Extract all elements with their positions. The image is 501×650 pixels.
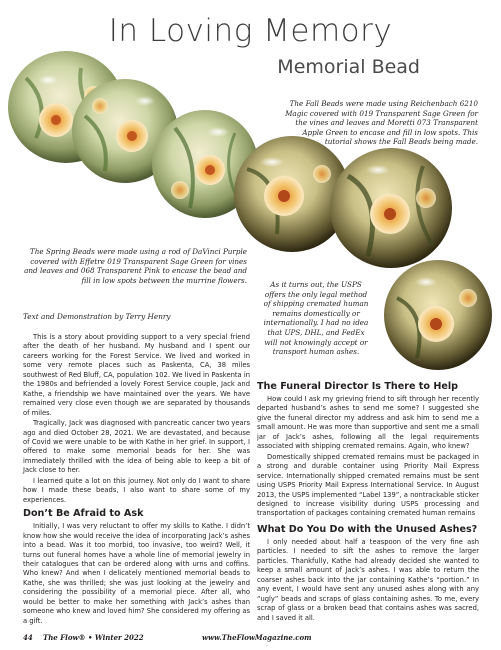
spring-beads-caption: The Spring Beads were made using a rod of DaVinci Purple covered with Effetre 019 Transparent Sage Green for vines and leaves and 068 Transparent Pink to encase the bead and fill in low spots between the murrine flowers. [24,247,247,285]
paragraph: Domestically shipped cremated remains must be packaged in a strong and durable container using Priority Mail Express service. Internationally shipped cremated remains must be sent using USPS Priority Mail Express International Service. In August 2013, the USPS implemented “Label 139”, a nontrackable sticker designed to increase visibility during USPS processing and transportation of packages containing cremated human remains [257,452,479,518]
fall-bead-image [382,258,494,372]
paragraph: I only needed about half a teaspoon of the very fine ash particles. I needed to sift the ashes to remove the larger particles. Thankfully, Kathe had already decided she wanted to keep a small amount of Jack’s ashes. I was able to return the coarser ashes back into the jar containing Kathe’s “portion.” In any event, I would have sent any unused ashes along with any “ugly” beads and scraps of glass containing ashes. To me, every scrap of glass or a broken bead that contains ashes was sacred, and I saved it all. [257,537,479,622]
paragraph: Initially, I was very reluctant to offer my skills to Kathe. I didn’t know how she would receive the idea of incorporating Jack’s ashes into a bead. Was it too morbid, too invasive, too weird? Well, it turns out funeral homes have a whole line of memorial jewelry in their catalogues that can be ordered along with urns and coffins. Who knew? And when I delicately mentioned memorial beads to Kathe, she was thrilled; she was just looking at the jewelry and considering the possibility of a memorial piece. After all, who would be better to make her something with Jack’s ashes than someone who knew and loved him? She considered my offering as a gift. [23,522,250,625]
page-number: 44 [23,633,33,642]
publication-name: The Flow® • Winter 2022 [43,633,144,642]
usps-sidebar-caption: As it turns out, the USPS offers the only legal method of shipping cremated human remains domestically or internationally. I had no idea that UPS, DHL, and FedEx will not knowingly accept or transport human ashes. [263,280,369,357]
paragraph: This is a story about providing support to a very special friend after the death of her husband. My husband and I spent our careers working for the Forest Service. We lived and worked in some very remote places such as Paskenta, CA, 38 miles southwest of Red Bluff, CA, population 102. We lived in Paskenta in the 1980s and befriended a lovely Forest Service couple, Jack and Kathe, a friendship we have maintained over the years. We have remained very close even though we are separated by thousands of miles. [23,333,250,417]
fall-bead-image [328,146,454,270]
paragraph: I learned quite a lot on this journey. Not only do I want to share how I made these beads, I also want to share some of my experiences. [23,476,250,504]
section-heading: The Funeral Director Is There to Help [257,381,459,392]
right-column [257,378,479,624]
paragraph: Tragically, Jack was diagnosed with pancreatic cancer two years ago and died October 28, 2021. We are devastated, and because of Covid we were unable to be with Kathe in her grief. In support, I offered to make some memorial beads for her. She was immediately thrilled with the idea of being able to keep a bit of Jack close to her. [23,419,250,475]
paragraph: How could I ask my grieving friend to sift through her recently departed husband’s ashes to send me some? I suggested she give the funeral director my address and ask him to send me a small amount. He was more than supportive and sent me a small jar of Jack’s ashes, following all the legal requirements associated with shipping cremated remains. Again, who knew? [257,395,479,451]
page-title: In Loving Memory [108,13,393,49]
left-column [23,333,250,627]
website-link[interactable]: www.TheFlowMagazine.com [202,633,312,642]
fall-beads-caption: The Fall Beads were made using Reichenbach 6210 Magic covered with 019 Transparent Sage Green for the vines and leaves and Moretti 073 Transparent Apple Green to encase and fill in low spots. This tutorial shows the Fall Beads being made. [285,99,478,147]
byline: Text and Demonstration by Terry Henry [23,312,171,321]
page-subtitle: Memorial Bead [277,56,420,78]
section-heading: What Do You Do with the Unused Ashes? [257,523,478,535]
section-heading: Don’t Be Afraid to Ask [23,508,144,520]
